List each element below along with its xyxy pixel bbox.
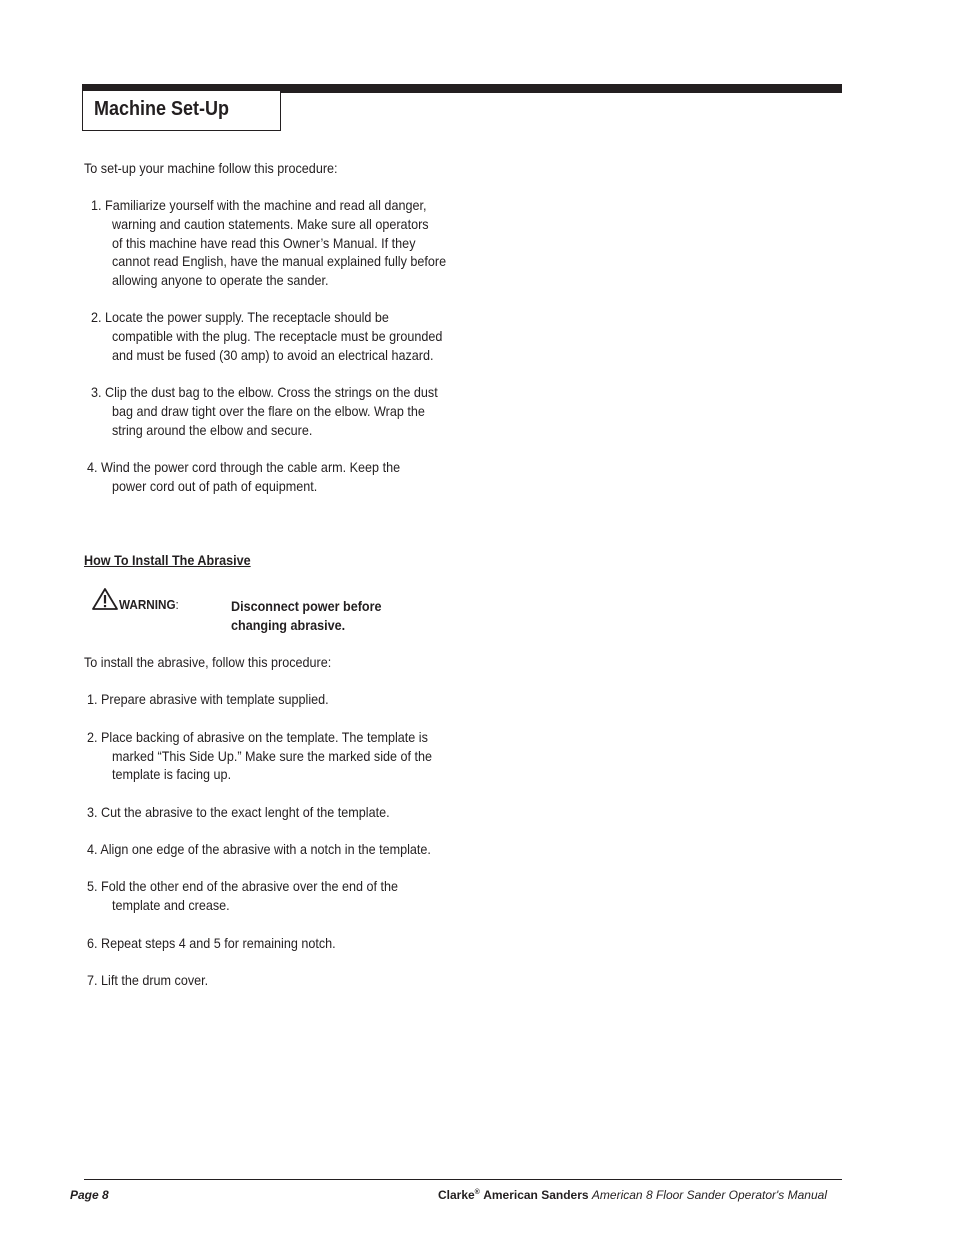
- list-item: 4. Wind the power cord through the cable arm. Keep the: [87, 459, 401, 475]
- section-heading: How To Install The Abrasive: [84, 552, 251, 568]
- list-item-line: string around the elbow and secure.: [112, 422, 313, 438]
- list-item-line: of this machine have read this Owner’s Manual. If they: [112, 235, 416, 251]
- warning-label: [119, 597, 179, 612]
- abrasive-intro-text: To install the abrasive, follow this procedure:: [84, 654, 332, 670]
- intro-text: To set-up your machine follow this procedure:: [84, 160, 338, 176]
- footer-rule: [84, 1179, 842, 1180]
- warning-colon: :: [175, 597, 179, 612]
- list-item-line: compatible with the plug. The receptacle must be grounded: [112, 328, 443, 344]
- list-item: 3. Cut the abrasive to the exact lenght of the template.: [87, 804, 390, 820]
- list-item: 3. Clip the dust bag to the elbow. Cross the strings on the dust: [91, 384, 438, 400]
- page-number: Page 8: [70, 1188, 109, 1202]
- registered-mark: ®: [474, 1189, 480, 1196]
- list-item-line: and must be fused (30 amp) to avoid an electrical hazard.: [112, 347, 434, 363]
- list-item-line: allowing anyone to operate the sander.: [112, 272, 329, 288]
- list-item: 1. Prepare abrasive with template supplied.: [87, 691, 329, 707]
- list-item-line: cannot read English, have the manual explained fully before: [112, 253, 447, 269]
- warning-label-text: WARNING: [119, 597, 176, 612]
- footer-title: [438, 1188, 827, 1202]
- list-item-line: power cord out of path of equipment.: [112, 478, 318, 494]
- footer-company: American Sanders: [483, 1188, 589, 1202]
- list-item: 4. Align one edge of the abrasive with a notch in the template.: [87, 841, 431, 857]
- footer-manual: American 8 Floor Sander Operator's Manual: [591, 1188, 827, 1202]
- list-item-line: template is facing up.: [112, 766, 232, 782]
- warning-line: Disconnect power before: [231, 598, 382, 614]
- list-item: 1. Familiarize yourself with the machine and read all danger,: [91, 197, 427, 213]
- list-item: 5. Fold the other end of the abrasive over the end of the: [87, 878, 399, 894]
- footer-brand: Clarke: [437, 1188, 475, 1202]
- page-title: Machine Set-Up: [94, 98, 230, 120]
- warning-message: [231, 597, 382, 634]
- list-item-line: template and crease.: [112, 897, 230, 913]
- warning-line: changing abrasive.: [231, 616, 346, 633]
- warning-triangle-icon: [91, 587, 119, 611]
- list-item: 2. Place backing of abrasive on the template. The template is: [87, 729, 428, 745]
- list-item: 6. Repeat steps 4 and 5 for remaining notch.: [87, 935, 336, 951]
- list-item-line: marked “This Side Up.” Make sure the marked side of the: [112, 748, 433, 764]
- list-item-line: bag and draw tight over the flare on the elbow. Wrap the: [112, 403, 425, 419]
- list-item-line: warning and caution statements. Make sure all operators: [112, 216, 429, 232]
- list-item: 7. Lift the drum cover.: [87, 972, 209, 988]
- list-item: 2. Locate the power supply. The receptacle should be: [91, 309, 389, 325]
- section-title-box: [82, 91, 281, 131]
